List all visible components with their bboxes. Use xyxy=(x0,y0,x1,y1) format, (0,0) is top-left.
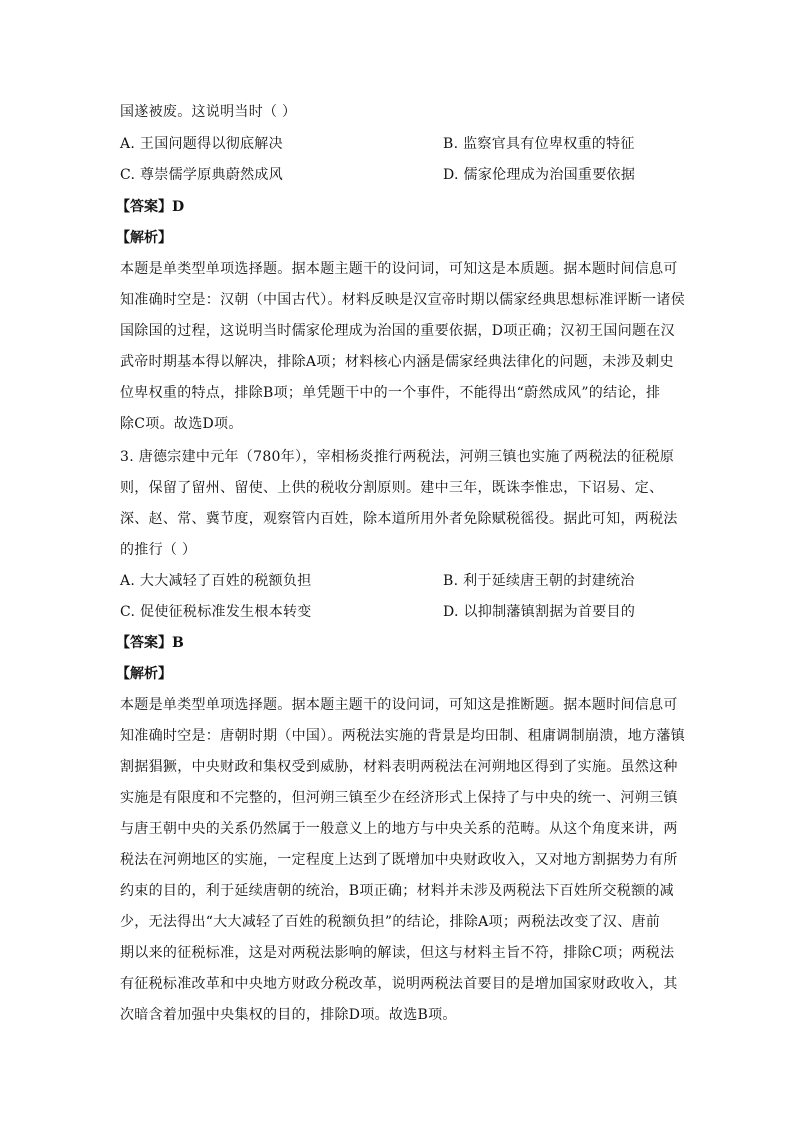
q2-option-c: C. 尊崇儒学原典蔚然成风 xyxy=(120,167,284,183)
q3-option-a: A. 大大减轻了百姓的税额负担 xyxy=(120,573,312,589)
q3-option-d: D. 以抑制藩镇割据为首要目的 xyxy=(443,604,636,620)
q2-analysis-line: 本题是单类型单项选择题。据本题主题干的设问词，可知这是本质题。据本题时间信息可 xyxy=(120,261,678,277)
q3-stem-line: 的推行（ ） xyxy=(120,542,197,558)
q3-analysis-line: 与唐王朝中央的关系仍然属于一般意义上的地方与中央关系的范畴。从这个角度来讲，两 xyxy=(120,821,678,837)
q3-option-b: B. 利于延续唐王朝的封建统治 xyxy=(443,573,635,589)
q3-stem-line: 深、赵、常、冀节度，观察管内百姓，除本道所用外者免除赋税徭役。据此可知，两税法 xyxy=(120,511,678,527)
q3-analysis-line: 税法在河朔地区的实施，一定程度上达到了既增加中央财政收入，又对地方割据势力有所 xyxy=(120,852,678,868)
q3-analysis-line: 次暗含着加强中央集权的目的，排除D项。故选B项。 xyxy=(120,1007,457,1023)
q3-analysis-line: 期以来的征税标准，这是对两税法影响的解读，但这与材料主旨不符，排除C项；两税法 xyxy=(120,945,675,961)
q2-stem-tail: 国遂被废。这说明当时（ ） xyxy=(120,104,297,120)
q2-analysis-line: 位卑权重的特点，排除B项；单凭题干中的一个事件，不能得出“蔚然成风”的结论，排 xyxy=(120,385,661,401)
q3-analysis-line: 知准确时空是：唐朝时期（中国）。两税法实施的背景是均田制、租庸调制崩溃，地方藩镇 xyxy=(120,728,685,744)
q2-analysis-line: 知准确时空是：汉朝（中国古代）。材料反映是汉宣帝时期以儒家经典思想标准评断一诸侯 xyxy=(120,292,685,308)
q3-analysis-label: 【解析】 xyxy=(116,666,172,682)
q3-stem-line: 则，保留了留州、留使、上供的税收分割原则。建中三年，既诛李惟忠，下诏易、定、 xyxy=(120,480,664,496)
q2-analysis-label: 【解析】 xyxy=(116,230,172,246)
q2-answer: 【答案】D xyxy=(116,199,185,215)
q3-analysis-line: 本题是单类型单项选择题。据本题主题干的设问词，可知这是推断题。据本题时间信息可 xyxy=(120,697,678,713)
q3-stem-line: 3. 唐德宗建中元年（780年），宰相杨炎推行两税法，河朔三镇也实施了两税法的征税原 xyxy=(120,449,675,465)
q3-answer: 【答案】B xyxy=(116,635,184,651)
q3-analysis-line: 有征税标准改革和中央地方财政分税改革，说明两税法首要目的是增加国家财政收入，其 xyxy=(120,976,678,992)
q2-option-a: A. 王国问题得以彻底解决 xyxy=(120,136,283,152)
q3-option-c: C. 促使征税标准发生根本转变 xyxy=(120,604,312,620)
q2-option-b: B. 监察官具有位卑权重的特征 xyxy=(443,136,635,152)
q3-analysis-line: 割据猖獗，中央财政和集权受到威胁，材料表明两税法在河朔地区得到了实施。虽然这种 xyxy=(120,759,678,775)
q3-analysis-line: 约束的目的，利于延续唐朝的统治，B项正确；材料并未涉及两税法下百姓所交税额的减 xyxy=(120,883,674,899)
q2-analysis-line: 国除国的过程，这说明当时儒家伦理成为治国的重要依据，D项正确；汉初王国问题在汉 xyxy=(120,323,675,339)
q2-analysis-line: 武帝时期基本得以解决，排除A项；材料核心内涵是儒家经典法律化的问题，未涉及刺史 xyxy=(120,354,674,370)
q2-option-d: D. 儒家伦理成为治国重要依据 xyxy=(443,167,636,183)
q2-analysis-line: 除C项。故选D项。 xyxy=(120,416,243,432)
q3-analysis-line: 实施是有限度和不完整的，但河朔三镇至少在经济形式上保持了与中央的统一、河朔三镇 xyxy=(120,790,678,806)
q3-analysis-line: 少，无法得出“大大减轻了百姓的税额负担”的结论，排除A项；两税法改变了汉、唐前 xyxy=(120,914,661,930)
